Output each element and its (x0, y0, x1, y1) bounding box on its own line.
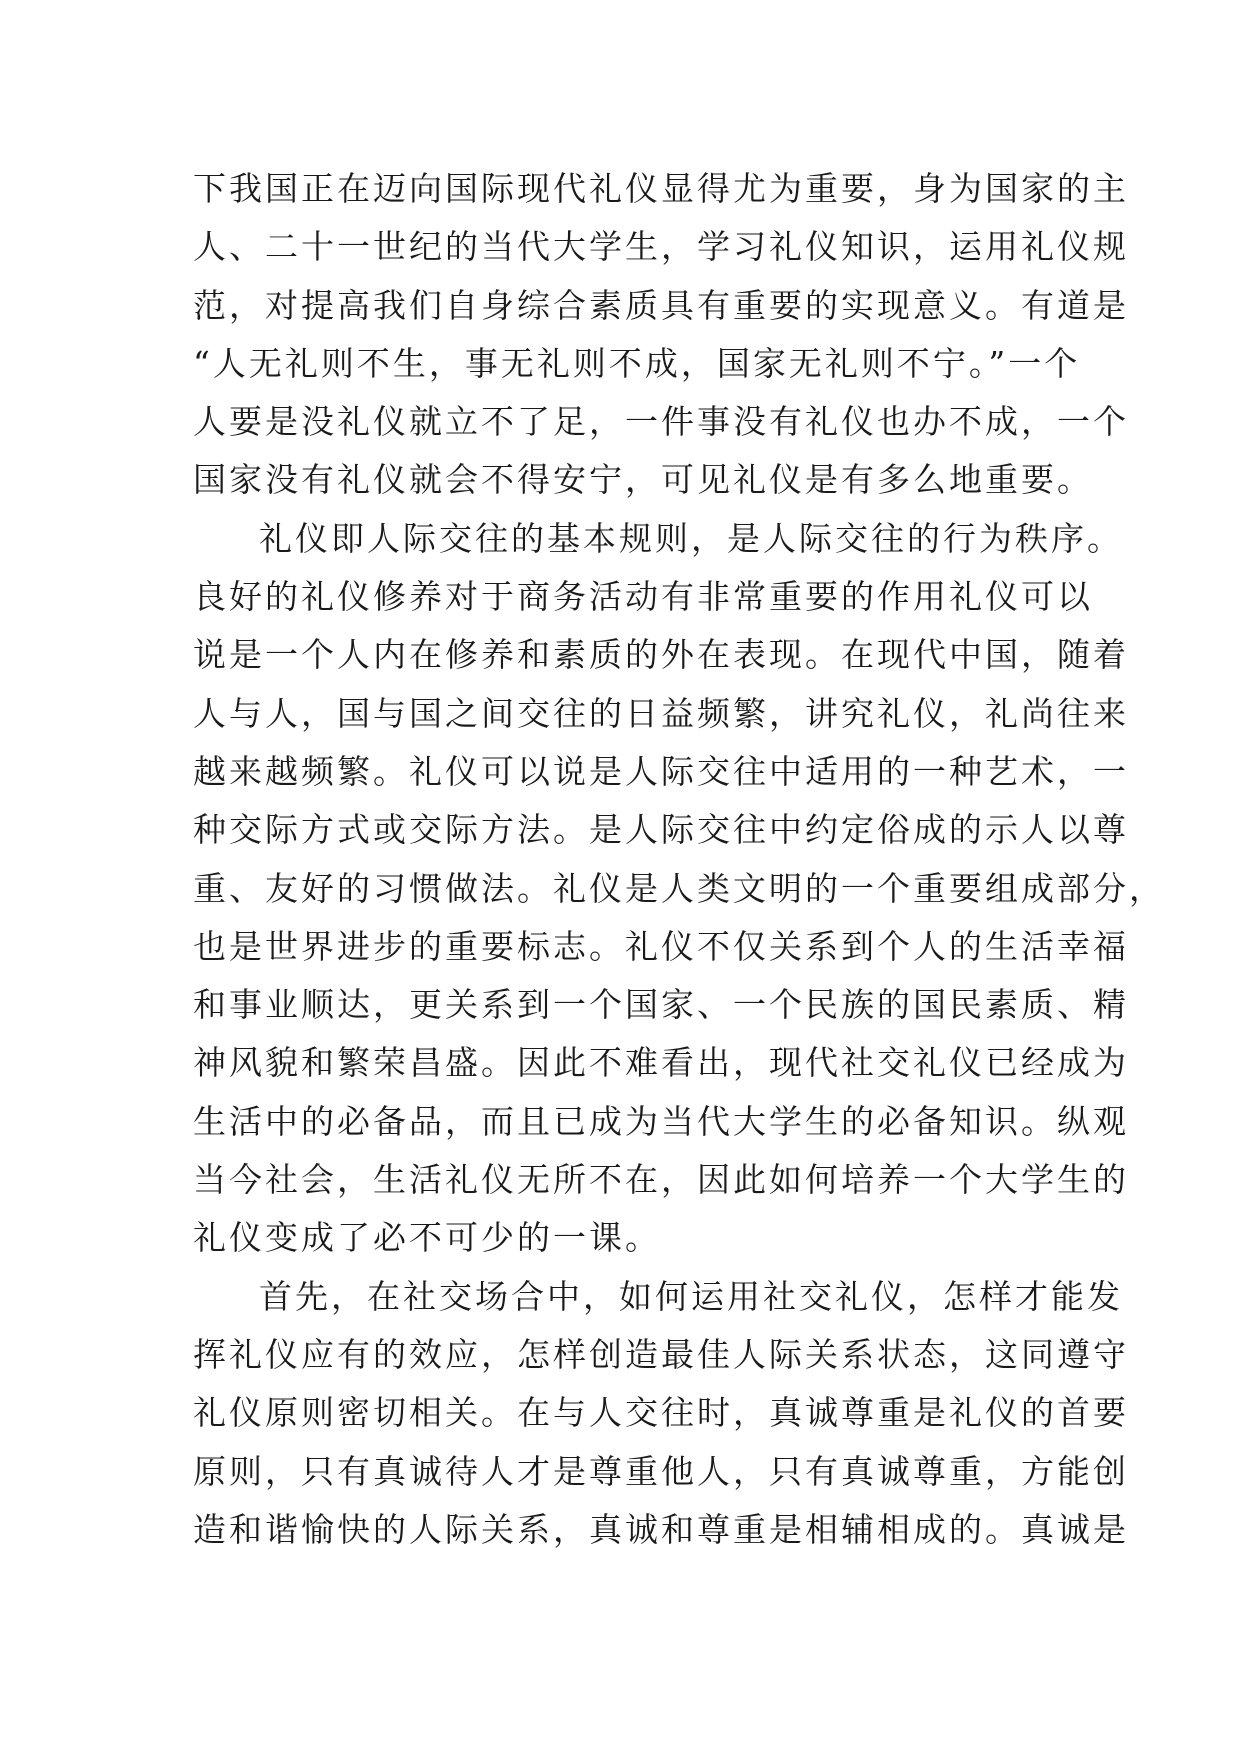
text-line: 范，对提高我们自身综合素质具有重要的实现意义。有道是 (193, 285, 1129, 325)
text-line: 良好的礼仪修养对于商务活动有非常重要的作用礼仪可以 (193, 577, 1093, 617)
text-line: 造和谐愉快的人际关系，真诚和尊重是相辅相成的。真诚是 (193, 1509, 1129, 1549)
text-line: 礼仪原则密切相关。在与人交往时，真诚尊重是礼仪的首要 (193, 1393, 1129, 1433)
paragraph-start-line: 礼仪即人际交往的基本规则，是人际交往的行为秩序。 (259, 518, 1123, 558)
text-line: 人、二十一世纪的当代大学生，学习礼仪知识，运用礼仪规 (193, 227, 1129, 267)
text-line: 和事业顺达，更关系到一个国家、一个民族的国民素质、精 (193, 985, 1129, 1025)
text-line: 生活中的必备品，而且已成为当代大学生的必备知识。纵观 (193, 1101, 1129, 1141)
text-line: 神风貌和繁荣昌盛。因此不难看出，现代社交礼仪已经成为 (193, 1043, 1129, 1083)
text-line: 当今社会，生活礼仪无所不在，因此如何培养一个大学生的 (193, 1160, 1129, 1200)
body-text (193, 160, 1165, 1559)
text-line: 人要是没礼仪就立不了足，一件事没有礼仪也办不成，一个 (193, 402, 1129, 442)
text-line: 越来越频繁。礼仪可以说是人际交往中适用的一种艺术，一 (193, 751, 1129, 791)
text-line: “人无礼则不生，事无礼则不成，国家无礼则不宁。”一个 (193, 343, 1081, 383)
text-line: 也是世界进步的重要标志。礼仪不仅关系到个人的生活幸福 (193, 926, 1129, 966)
paragraph-start-line: 首先，在社交场合中，如何运用社交礼仪，怎样才能发 (259, 1276, 1123, 1316)
text-line: 重、友好的习惯做法。礼仪是人类文明的一个重要组成部分， (193, 868, 1165, 908)
text-line: 种交际方式或交际方法。是人际交往中约定俗成的示人以尊 (193, 810, 1129, 850)
text-line: 人与人，国与国之间交往的日益频繁，讲究礼仪，礼尚往来 (193, 693, 1129, 733)
text-line: 挥礼仪应有的效应，怎样创造最佳人际关系状态，这同遵守 (193, 1334, 1129, 1374)
text-line: 国家没有礼仪就会不得安宁，可见礼仪是有多么地重要。 (193, 460, 1093, 500)
text-line: 下我国正在迈向国际现代礼仪显得尤为重要，身为国家的主 (193, 169, 1129, 208)
text-line: 说是一个人内在修养和素质的外在表现。在现代中国，随着 (193, 635, 1129, 675)
text-line: 礼仪变成了必不可少的一课。 (193, 1218, 661, 1258)
text-line: 原则，只有真诚待人才是尊重他人，只有真诚尊重，方能创 (193, 1451, 1129, 1491)
